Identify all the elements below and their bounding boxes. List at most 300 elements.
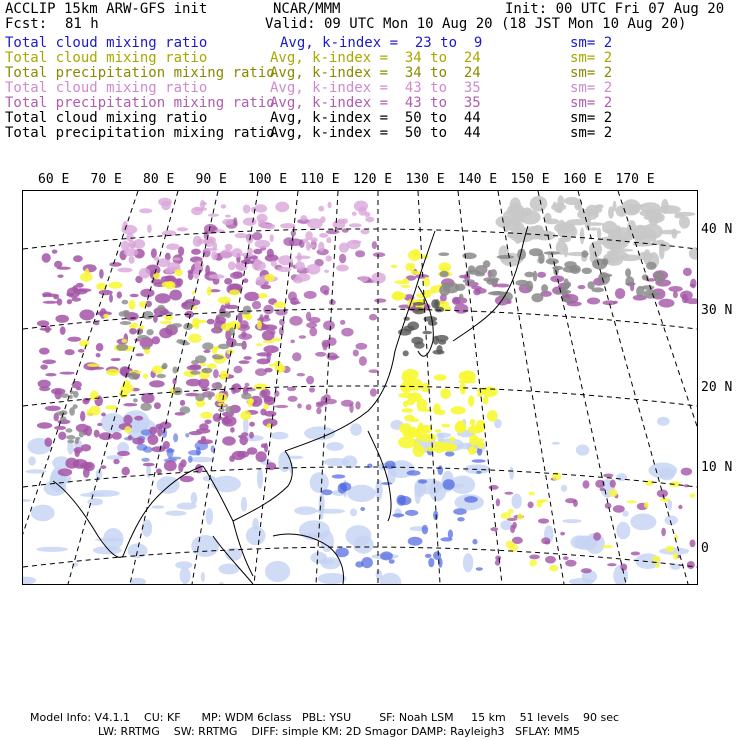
field-blob bbox=[413, 445, 425, 457]
field-blob bbox=[501, 512, 512, 519]
field-blob bbox=[242, 314, 250, 319]
field-blob bbox=[403, 278, 408, 281]
field-blob bbox=[323, 458, 349, 466]
field-blob bbox=[234, 366, 243, 374]
field-blob bbox=[448, 530, 453, 539]
field-blob bbox=[533, 271, 537, 282]
field-blob bbox=[278, 451, 291, 472]
legend-row bbox=[5, 96, 735, 111]
field-blob bbox=[350, 509, 357, 517]
field-blob bbox=[231, 385, 237, 395]
field-blob bbox=[339, 243, 349, 253]
field-blob bbox=[440, 389, 451, 400]
field-blob bbox=[36, 547, 68, 552]
field-blob bbox=[561, 485, 567, 492]
field-blob bbox=[370, 388, 377, 397]
field-blob bbox=[595, 204, 604, 208]
field-blob bbox=[616, 522, 630, 540]
field-blob bbox=[255, 240, 271, 249]
legend-field: Total precipitation mixing ratio bbox=[5, 95, 275, 111]
field-blob bbox=[169, 290, 182, 301]
field-blob bbox=[94, 430, 100, 438]
field-blob bbox=[318, 560, 334, 565]
field-blob bbox=[340, 482, 352, 491]
field-blob bbox=[562, 298, 574, 303]
field-blob bbox=[161, 365, 166, 369]
field-blob bbox=[375, 479, 382, 500]
field-blob bbox=[392, 291, 403, 301]
field-blob bbox=[674, 535, 678, 540]
field-blob bbox=[154, 402, 161, 409]
field-blob bbox=[204, 420, 211, 425]
field-blob bbox=[257, 358, 271, 364]
field-blob bbox=[201, 436, 206, 442]
field-blob bbox=[249, 432, 254, 439]
field-blob bbox=[100, 465, 106, 469]
field-blob bbox=[455, 284, 465, 291]
field-blob bbox=[434, 307, 444, 313]
field-blob bbox=[611, 227, 635, 242]
field-blob bbox=[132, 438, 144, 445]
field-blob bbox=[225, 406, 233, 413]
field-blob bbox=[690, 540, 696, 548]
field-blob bbox=[167, 325, 173, 330]
field-blob bbox=[445, 451, 455, 456]
field-blob bbox=[140, 289, 154, 298]
field-blob bbox=[687, 561, 695, 569]
field-blob bbox=[359, 356, 367, 366]
field-blob bbox=[289, 316, 302, 326]
field-blob bbox=[264, 411, 276, 417]
field-blob bbox=[611, 249, 633, 252]
legend-field: Total cloud mixing ratio bbox=[5, 80, 208, 96]
field-blob bbox=[215, 382, 221, 390]
field-blob bbox=[90, 391, 99, 401]
lon-label: 130 E bbox=[405, 172, 445, 187]
field-blob bbox=[106, 369, 119, 376]
field-blob bbox=[166, 449, 175, 453]
field-blob bbox=[121, 384, 134, 394]
field-blob bbox=[410, 271, 421, 275]
field-blob bbox=[436, 410, 446, 415]
field-blob bbox=[246, 526, 266, 545]
field-blob bbox=[156, 374, 166, 378]
field-blob bbox=[306, 312, 311, 321]
field-blob bbox=[408, 321, 420, 330]
field-blob bbox=[189, 431, 202, 435]
field-blob bbox=[295, 261, 305, 270]
field-blob bbox=[648, 463, 677, 479]
field-blob bbox=[99, 269, 104, 279]
field-blob bbox=[360, 507, 365, 511]
field-blob bbox=[413, 302, 425, 306]
field-blob bbox=[270, 234, 274, 242]
legend-avg-range: Avg, k-index = 43 to 35 bbox=[270, 95, 481, 111]
field-blob bbox=[99, 290, 113, 295]
legend-row bbox=[5, 36, 735, 51]
field-blob bbox=[520, 210, 540, 224]
field-blob bbox=[339, 254, 346, 263]
lon-label: 100 E bbox=[248, 172, 288, 187]
field-blob bbox=[517, 513, 523, 520]
field-blob bbox=[563, 556, 569, 560]
field-blob bbox=[28, 456, 35, 465]
field-blob bbox=[201, 368, 212, 374]
field-blob bbox=[130, 578, 146, 584]
field-blob bbox=[476, 471, 481, 474]
field-blob bbox=[76, 387, 81, 391]
valid-time: Valid: 09 UTC Mon 10 Aug 20 (18 JST Mon 10 Aug 20) bbox=[265, 16, 687, 32]
map-canvas bbox=[23, 191, 697, 584]
field-blob bbox=[151, 446, 165, 452]
field-blob bbox=[610, 480, 616, 488]
field-blob bbox=[143, 463, 155, 467]
field-blob bbox=[172, 367, 178, 374]
field-blob bbox=[660, 498, 671, 502]
field-blob bbox=[233, 217, 237, 225]
field-blob bbox=[309, 387, 315, 392]
field-blob bbox=[392, 513, 404, 517]
legend-field: Total cloud mixing ratio bbox=[5, 50, 208, 66]
field-blob bbox=[243, 278, 248, 283]
field-blob bbox=[374, 298, 386, 302]
field-blob bbox=[274, 390, 279, 396]
field-blob bbox=[128, 372, 139, 380]
field-blob bbox=[655, 563, 660, 568]
field-blob bbox=[55, 315, 69, 323]
field-blob bbox=[690, 493, 696, 498]
field-blob bbox=[428, 558, 434, 567]
field-blob bbox=[52, 250, 58, 254]
lon-label: 80 E bbox=[143, 172, 175, 187]
field-blob bbox=[528, 228, 544, 233]
field-blob bbox=[306, 376, 314, 385]
field-blob bbox=[55, 411, 65, 415]
field-blob bbox=[372, 241, 377, 249]
field-blob bbox=[673, 553, 678, 560]
field-blob bbox=[291, 340, 295, 344]
legend-row bbox=[5, 81, 735, 96]
field-blob bbox=[256, 451, 267, 462]
field-blob bbox=[212, 476, 241, 493]
field-blob bbox=[180, 567, 191, 584]
field-blob bbox=[125, 426, 132, 433]
field-blob bbox=[191, 492, 198, 505]
field-blob bbox=[172, 323, 182, 328]
field-blob bbox=[490, 269, 497, 277]
field-blob bbox=[109, 282, 123, 289]
field-blob bbox=[165, 511, 186, 516]
field-blob bbox=[216, 327, 220, 334]
field-blob bbox=[164, 460, 177, 471]
field-blob bbox=[177, 227, 189, 231]
field-blob bbox=[644, 502, 649, 508]
field-blob bbox=[243, 205, 251, 214]
lon-label: 120 E bbox=[353, 172, 393, 187]
field-blob bbox=[79, 309, 94, 320]
field-blob bbox=[153, 314, 158, 323]
field-blob bbox=[514, 234, 521, 244]
field-blob bbox=[117, 291, 122, 298]
legend-smoothing: sm= 2 bbox=[570, 35, 613, 51]
field-blob bbox=[309, 327, 317, 336]
field-blob bbox=[263, 345, 278, 353]
field-blob bbox=[490, 527, 498, 531]
field-blob bbox=[385, 461, 396, 469]
field-blob bbox=[140, 403, 151, 411]
field-blob bbox=[580, 228, 585, 245]
field-blob bbox=[560, 532, 565, 536]
field-blob bbox=[265, 561, 290, 582]
field-blob bbox=[37, 320, 49, 326]
field-blob bbox=[156, 476, 179, 493]
field-blob bbox=[668, 286, 682, 292]
field-blob bbox=[622, 199, 641, 215]
field-blob bbox=[79, 340, 90, 346]
field-blob bbox=[415, 482, 422, 504]
field-blob bbox=[232, 271, 242, 278]
field-blob bbox=[332, 220, 345, 229]
field-blob bbox=[409, 419, 419, 423]
field-blob bbox=[109, 294, 113, 303]
field-blob bbox=[75, 459, 80, 466]
field-blob bbox=[581, 568, 592, 573]
field-blob bbox=[353, 536, 373, 554]
legend-avg-range: Avg, k-index = 50 to 44 bbox=[270, 125, 481, 141]
field-blob bbox=[195, 355, 206, 363]
field-blob bbox=[652, 556, 661, 563]
legend-smoothing: sm= 2 bbox=[570, 65, 613, 81]
field-blob bbox=[618, 255, 641, 262]
field-blob bbox=[528, 492, 534, 496]
field-blob bbox=[682, 294, 688, 303]
field-blob bbox=[211, 251, 217, 260]
field-blob bbox=[202, 342, 213, 350]
field-blob bbox=[239, 360, 250, 364]
field-blob bbox=[160, 321, 172, 324]
field-blob bbox=[504, 492, 513, 495]
field-blob bbox=[583, 480, 590, 488]
field-blob bbox=[42, 292, 52, 297]
field-blob bbox=[528, 502, 534, 509]
field-blob bbox=[122, 339, 128, 343]
field-blob bbox=[683, 268, 692, 276]
field-blob bbox=[245, 383, 250, 387]
field-blob bbox=[76, 283, 84, 288]
field-blob bbox=[328, 202, 332, 209]
field-blob bbox=[259, 390, 267, 398]
field-blob bbox=[463, 553, 473, 572]
field-blob bbox=[180, 406, 191, 414]
field-blob bbox=[218, 297, 231, 304]
field-blob bbox=[369, 369, 379, 373]
field-blob bbox=[256, 352, 272, 356]
field-blob bbox=[198, 378, 209, 388]
run-title: ACCLIP 15km ARW-GFS init bbox=[5, 1, 208, 17]
field-blob bbox=[275, 405, 289, 408]
field-blob bbox=[65, 349, 75, 355]
field-blob bbox=[54, 426, 66, 430]
field-blob bbox=[188, 334, 201, 343]
field-blob bbox=[410, 263, 415, 272]
forecast-label: Fcst: bbox=[5, 16, 48, 32]
field-blob bbox=[43, 301, 58, 304]
field-blob bbox=[166, 243, 180, 250]
field-blob bbox=[369, 314, 377, 321]
lon-label: 170 E bbox=[615, 172, 655, 187]
field-blob bbox=[657, 490, 668, 498]
field-blob bbox=[678, 505, 682, 509]
field-blob bbox=[324, 290, 329, 295]
field-blob bbox=[109, 262, 121, 267]
field-blob bbox=[67, 299, 72, 304]
field-blob bbox=[403, 369, 419, 379]
field-blob bbox=[42, 253, 51, 263]
field-blob bbox=[574, 201, 580, 211]
field-blob bbox=[434, 374, 447, 381]
field-blob bbox=[122, 300, 129, 305]
field-blob bbox=[353, 350, 359, 357]
field-blob bbox=[359, 276, 368, 282]
field-blob bbox=[311, 237, 318, 243]
field-blob bbox=[279, 327, 284, 335]
field-blob bbox=[75, 449, 80, 457]
field-blob bbox=[117, 268, 132, 273]
model-info-line-2: LW: RRTMG SW: RRTMG DIFF: simple KM: 2D Smagor DAMP: Rayleigh3 SFLAY: MM5 bbox=[98, 725, 580, 738]
field-blob bbox=[58, 432, 66, 440]
field-blob bbox=[218, 344, 229, 350]
field-blob bbox=[448, 444, 458, 449]
field-blob bbox=[565, 498, 577, 503]
lat-label: 30 N bbox=[701, 303, 733, 318]
field-blob bbox=[241, 393, 251, 400]
field-blob bbox=[657, 417, 670, 426]
field-blob bbox=[413, 307, 426, 314]
field-blob bbox=[355, 250, 365, 257]
field-blob bbox=[515, 280, 529, 286]
field-blob bbox=[209, 274, 225, 279]
field-blob bbox=[113, 459, 119, 464]
field-blob bbox=[220, 249, 233, 258]
field-blob bbox=[322, 489, 333, 495]
field-blob bbox=[590, 227, 598, 231]
field-blob bbox=[45, 406, 61, 411]
field-blob bbox=[173, 387, 182, 395]
field-blob bbox=[58, 468, 72, 476]
field-blob bbox=[157, 305, 165, 311]
field-blob bbox=[31, 505, 55, 522]
legend-row bbox=[5, 126, 735, 141]
field-blob bbox=[326, 352, 337, 360]
field-blob bbox=[549, 565, 558, 572]
field-blob bbox=[537, 272, 546, 278]
field-blob bbox=[237, 451, 250, 458]
field-blob bbox=[264, 274, 274, 282]
field-blob bbox=[60, 326, 66, 335]
field-blob bbox=[323, 394, 331, 401]
field-blob bbox=[80, 272, 93, 281]
field-blob bbox=[73, 391, 79, 398]
field-blob bbox=[142, 519, 153, 537]
field-blob bbox=[207, 319, 215, 325]
field-blob bbox=[290, 297, 299, 305]
field-blob bbox=[380, 551, 393, 560]
field-blob bbox=[531, 293, 543, 302]
field-blob bbox=[180, 400, 185, 406]
lat-label: 10 N bbox=[701, 460, 733, 475]
field-blob bbox=[411, 337, 423, 345]
field-blob bbox=[644, 214, 664, 221]
field-blob bbox=[229, 455, 235, 462]
field-blob bbox=[438, 465, 444, 475]
field-blob bbox=[425, 554, 432, 558]
field-blob bbox=[208, 393, 212, 401]
field-blob bbox=[23, 499, 32, 502]
field-blob bbox=[541, 284, 548, 293]
field-blob bbox=[149, 380, 165, 387]
field-blob bbox=[483, 277, 499, 282]
field-blob bbox=[155, 293, 171, 303]
field-blob bbox=[550, 275, 564, 282]
field-blob bbox=[598, 272, 610, 285]
field-blob bbox=[673, 291, 678, 298]
field-blob bbox=[241, 432, 248, 436]
field-blob bbox=[563, 266, 580, 273]
field-blob bbox=[188, 450, 201, 455]
field-blob bbox=[96, 353, 101, 357]
field-blob bbox=[222, 436, 236, 445]
field-blob bbox=[83, 264, 97, 272]
field-blob bbox=[71, 297, 81, 301]
field-blob bbox=[289, 238, 303, 246]
field-blob bbox=[96, 469, 103, 480]
field-blob bbox=[418, 422, 424, 435]
field-blob bbox=[565, 560, 576, 567]
legend-avg-range: Avg, k-index = 23 to 9 bbox=[280, 35, 483, 51]
field-blob bbox=[207, 286, 212, 296]
field-blob bbox=[224, 278, 232, 285]
field-blob bbox=[292, 352, 301, 361]
model-info-line-1: Model Info: V4.1.1 CU: KF MP: WDM 6class PBL: YSU SF: Noah LSM 15 km 51 levels 90 sec bbox=[30, 711, 620, 724]
field-blob bbox=[134, 416, 143, 421]
field-blob bbox=[201, 572, 205, 582]
field-blob bbox=[464, 496, 478, 503]
field-blob bbox=[297, 373, 306, 376]
field-blob bbox=[309, 244, 316, 249]
field-blob bbox=[470, 419, 476, 426]
field-blob bbox=[646, 262, 656, 270]
field-blob bbox=[122, 467, 130, 476]
field-blob bbox=[87, 498, 103, 505]
field-blob bbox=[256, 343, 262, 346]
field-blob bbox=[152, 336, 160, 344]
field-blob bbox=[228, 261, 236, 270]
field-blob bbox=[116, 344, 128, 351]
field-blob bbox=[194, 207, 207, 211]
field-blob bbox=[288, 396, 298, 402]
lon-label: 60 E bbox=[38, 172, 70, 187]
field-blob bbox=[269, 364, 276, 367]
legend-field: Total cloud mixing ratio bbox=[5, 35, 208, 51]
field-blob bbox=[296, 273, 311, 281]
field-blob bbox=[270, 432, 289, 440]
field-blob bbox=[221, 204, 227, 208]
field-blob bbox=[636, 286, 644, 297]
field-blob bbox=[380, 573, 402, 584]
field-blob bbox=[442, 424, 451, 428]
field-blob bbox=[222, 418, 232, 425]
lon-label: 90 E bbox=[195, 172, 227, 187]
